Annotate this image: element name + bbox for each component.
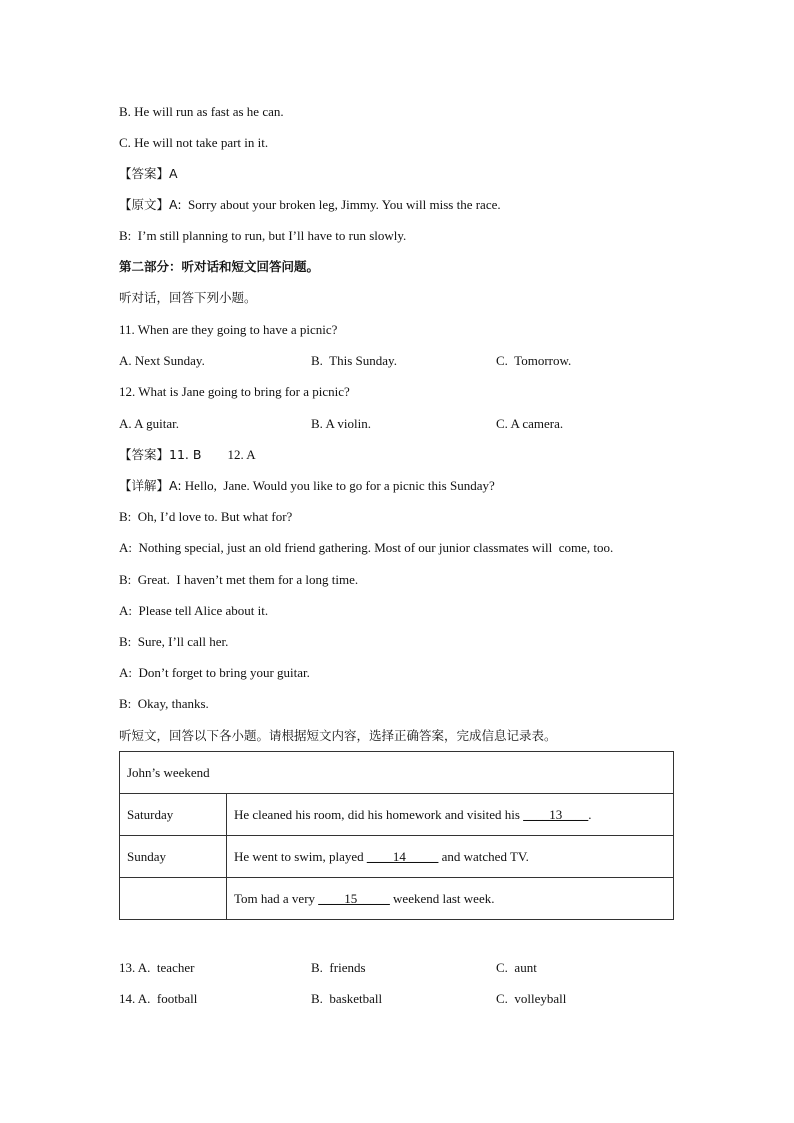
table-day-cell: Sunday xyxy=(120,836,227,878)
detail-first xyxy=(119,477,495,495)
blank-14: ____14_____ xyxy=(366,848,439,864)
prev-answer: 【答案】A xyxy=(119,166,178,181)
q13-option-b: B. friends xyxy=(311,960,366,975)
question-12: 12. What is Jane going to bring for a picnic? xyxy=(119,384,350,399)
prev-option-b: B. He will run as fast as he can. xyxy=(119,104,284,119)
q11-option-a: A. Next Sunday. xyxy=(119,353,205,368)
q13-option-a: 13. A. teacher xyxy=(119,960,195,975)
q11-option-c: C. Tomorrow. xyxy=(496,353,572,368)
table-content-cell: He went to swim, played ____14_____ and watched TV. xyxy=(227,836,674,878)
table-row xyxy=(120,836,674,878)
detail-first-text: Hello, Jane. Would you like to go for a picnic this Sunday? xyxy=(184,478,495,493)
table-content-cell: He cleaned his room, did his homework and visited his ____13____. xyxy=(227,794,674,836)
passage-instruction: 听短文，回答以下各小题。请根据短文内容，选择正确答案，完成信息记录表。 xyxy=(119,728,557,743)
q14-option-b: B. basketball xyxy=(311,991,383,1006)
dialogue-line: A: Please tell Alice about it. xyxy=(119,603,269,618)
table-row xyxy=(120,878,674,920)
dialogue-line: B: Oh, I’d love to. But what for? xyxy=(119,509,293,524)
part2-instruction: 听对话，回答下列小题。 xyxy=(119,290,257,305)
q11-option-b: B. This Sunday. xyxy=(311,353,397,368)
table-row xyxy=(120,752,674,794)
answers-second: 12. A xyxy=(227,447,256,462)
table-day-cell: Saturday xyxy=(120,794,227,836)
detail-label: 【详解】A: xyxy=(119,478,182,493)
prev-option-c: C. He will not take part in it. xyxy=(119,135,269,150)
q12-option-a: A. A guitar. xyxy=(119,416,179,431)
table-title: John’s weekend xyxy=(120,752,674,794)
q14-option-c: C. volleyball xyxy=(496,991,567,1006)
table-row xyxy=(120,794,674,836)
part2-heading: 第二部分：听对话和短文回答问题。 xyxy=(119,259,320,274)
dialogue-line: A: Don’t forget to bring your guitar. xyxy=(119,665,310,680)
info-record-table xyxy=(119,751,674,920)
script-label: 【原文】A: xyxy=(119,197,182,212)
table-content-cell: Tom had a very ____15_____ weekend last week. xyxy=(227,878,674,920)
dialogue-line: B: Okay, thanks. xyxy=(119,696,209,711)
q12-option-c: C. A camera. xyxy=(496,416,564,431)
script-a-text: Sorry about your broken leg, Jimmy. You will miss the race. xyxy=(188,197,501,212)
q12-option-b: B. A violin. xyxy=(311,416,371,431)
question-11: 11. When are they going to have a picnic? xyxy=(119,322,338,337)
answers-line xyxy=(119,446,256,464)
table-day-cell-empty xyxy=(120,878,227,920)
blank-13: ____13____ xyxy=(523,806,589,822)
dialogue-line: B: Sure, I’ll call her. xyxy=(119,634,229,649)
dialogue-line: A: Nothing special, just an old friend gathering. Most of our junior classmates will come, too. xyxy=(119,540,614,555)
blank-15: ____15_____ xyxy=(318,890,390,906)
prev-script-b: B: I’m still planning to run, but I’ll have to run slowly. xyxy=(119,228,407,243)
q13-option-c: C. aunt xyxy=(496,960,537,975)
prev-script-a xyxy=(119,196,501,214)
answers-label: 【答案】11. B xyxy=(119,447,202,462)
dialogue-line: B: Great. I haven’t met them for a long time. xyxy=(119,572,359,587)
q14-option-a: 14. A. football xyxy=(119,991,198,1006)
